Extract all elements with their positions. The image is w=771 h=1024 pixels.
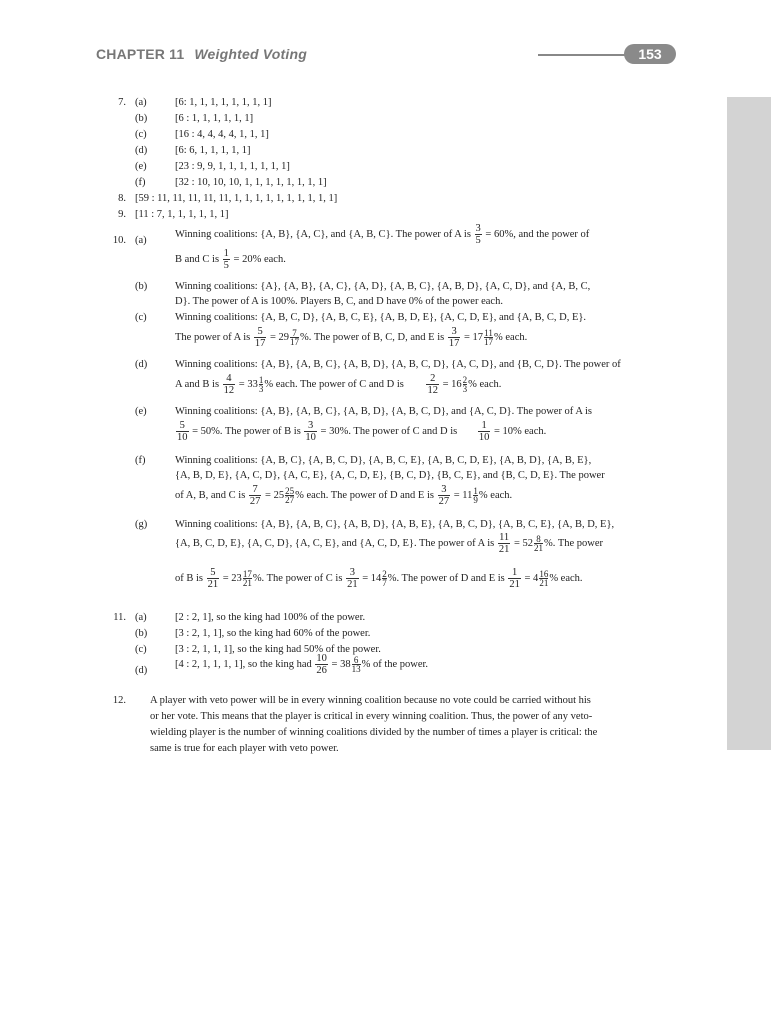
mixed-fraction: $\frac{16}{21}$ <box>539 569 549 589</box>
question-number: 11. <box>113 612 126 623</box>
fraction: $\frac{3}{27}$ <box>438 484 450 508</box>
part-label: (b) <box>135 113 148 124</box>
fraction: $\frac{3}{5}$ <box>475 223 481 247</box>
q10-g-line1: Winning coalitions: {A, B}, {A, B, C}, {A, B, D}, {A, B, E}, {A, B, C, D}, {A, B, C, E}, {A, B, D, E}, <box>175 519 615 530</box>
part-label: (e) <box>135 161 147 172</box>
fraction: $\frac{3}{17}$ <box>448 326 460 350</box>
part-label: (d) <box>135 665 148 676</box>
part-label: (a) <box>135 235 147 246</box>
question-number: 10. <box>112 235 126 246</box>
question-number: 9. <box>118 209 126 220</box>
q12-line: A player with veto power will be in every winning coalition because no vote could be carried without his <box>150 695 591 706</box>
q10-e-line2: $\frac{5}{10}$ = 50%. The power of B is $\frac{3}{10}$ = 30%. The power of C and D is $\frac{1}{10}$ = 10% each. <box>177 420 547 444</box>
part-label: (e) <box>135 406 147 417</box>
mixed-fraction: $\frac{25}{27}$ <box>285 486 295 506</box>
q11-b: [3 : 2, 1, 1], so the king had 60% of the power. <box>175 628 371 639</box>
q10-f-line2: {A, B, D, E}, {A, C, D}, {A, C, E}, {A, C, D, E}, {B, C, D}, {B, C, E}, and {B, C, D, E}. The power <box>175 470 605 481</box>
chapter-title: Weighted Voting <box>194 46 308 62</box>
mixed-fraction: $\frac{1}{3}$ <box>258 375 264 395</box>
q7-a: [6: 1, 1, 1, 1, 1, 1, 1, 1] <box>175 97 272 108</box>
q8: [59 : 11, 11, 11, 11, 11, 1, 1, 1, 1, 1, 1, 1, 1, 1, 1] <box>135 193 338 204</box>
part-label: (f) <box>135 177 146 188</box>
page-number: 153 <box>624 44 676 64</box>
q11-a: [2 : 2, 1], so the king had 100% of the power. <box>175 612 366 623</box>
part-label: (a) <box>135 612 147 623</box>
q11-d: [4 : 2, 1, 1, 1, 1], so the king had $\frac{10}{26}$ = 38 $\frac{6}{13}$ % of the power. <box>175 653 429 677</box>
question-number: 8. <box>118 193 126 204</box>
q10-f-line1: Winning coalitions: {A, B, C}, {A, B, C, D}, {A, B, C, E}, {A, B, C, D, E}, {A, B, D}, {A, B, E}, <box>175 455 592 466</box>
part-label: (d) <box>135 359 148 370</box>
question-number: 7. <box>118 97 126 108</box>
mixed-fraction: $\frac{2}{7}$ <box>382 569 387 589</box>
fraction: $\frac{1}{5}$ <box>223 248 229 272</box>
q10-f-line3: of A, B, and C is $\frac{7}{27}$ = 25 $\frac{25}{27}$ % each. The power of D and E is $\frac{3}{27}$ = 11 $\frac{1}{9}$ % each. <box>175 484 513 508</box>
mixed-fraction: $\frac{6}{13}$ <box>351 655 361 675</box>
q7-f: [32 : 10, 10, 10, 1, 1, 1, 1, 1, 1, 1, 1] <box>175 177 327 188</box>
q7-c: [16 : 4, 4, 4, 4, 1, 1, 1] <box>175 129 269 140</box>
q10-b-line2: D}. The power of A is 100%. Players B, C, and D have 0% of the power each. <box>175 296 503 307</box>
part-label: (a) <box>135 97 147 108</box>
fraction: $\frac{10}{26}$ <box>316 653 327 677</box>
q10-d-line1: Winning coalitions: {A, B}, {A, B, C}, {A, B, D}, {A, B, C, D}, {A, C, D}, and {B, C, D}. The power of <box>175 359 621 370</box>
part-label: (d) <box>135 145 148 156</box>
q12-line: wielding player is the number of winning coalitions divided by the number of times a player is critical: the <box>150 727 598 738</box>
q10-d-line2: A and B is $\frac{4}{12}$ = 33 $\frac{1}{3}$ % each. The power of C and D is $\frac{2}{12}$ = 16 $\frac{2}{3}$ % each. <box>175 373 502 397</box>
q7-d: [6: 6, 1, 1, 1, 1, 1] <box>175 145 251 156</box>
fraction: $\frac{11}{21}$ <box>498 532 510 556</box>
question-number: 12. <box>112 695 126 706</box>
fraction: $\frac{3}{21}$ <box>347 567 358 591</box>
fraction: $\frac{7}{27}$ <box>249 484 261 508</box>
mixed-fraction: $\frac{11}{17}$ <box>484 328 494 348</box>
q10-a-text: Winning coalitions: {A, B}, {A, C}, and {A, B, C}. The power of A is <box>175 229 471 240</box>
part-label: (c) <box>135 644 147 655</box>
q10-a-text-end: = 60%, and the power of <box>485 229 590 240</box>
part-label: (c) <box>135 312 147 323</box>
fraction: $\frac{4}{12}$ <box>223 373 235 397</box>
side-tab <box>727 97 771 750</box>
part-label: (b) <box>135 281 148 292</box>
q12-line: same is true for each player with veto power. <box>150 743 339 754</box>
fraction: $\frac{3}{10}$ <box>305 420 316 444</box>
fraction: $\frac{5}{10}$ <box>177 420 188 444</box>
chapter-number: CHAPTER 11 <box>96 46 185 62</box>
q7-b: [6 : 1, 1, 1, 1, 1, 1] <box>175 113 254 124</box>
fraction: $\frac{5}{21}$ <box>207 567 219 591</box>
fraction: $\frac{1}{10}$ <box>478 420 490 444</box>
part-label: (g) <box>135 519 148 530</box>
fraction: $\frac{2}{12}$ <box>427 373 438 397</box>
part-label: (b) <box>135 628 148 639</box>
fraction: $\frac{1}{21}$ <box>509 567 520 591</box>
fraction: $\frac{5}{17}$ <box>254 326 266 350</box>
mixed-fraction: $\frac{17}{21}$ <box>242 569 252 589</box>
q9: [11 : 7, 1, 1, 1, 1, 1, 1] <box>135 209 229 220</box>
mixed-fraction: $\frac{1}{9}$ <box>473 486 478 506</box>
part-label: (f) <box>135 455 146 466</box>
q10-a-line2: B and C is $\frac{1}{5}$ = 20% each. <box>175 248 286 272</box>
mixed-fraction: $\frac{2}{3}$ <box>462 375 468 395</box>
part-label: (c) <box>135 129 147 140</box>
q7-e: [23 : 9, 9, 1, 1, 1, 1, 1, 1, 1] <box>175 161 290 172</box>
q10-b-line1: Winning coalitions: {A}, {A, B}, {A, C}, {A, D}, {A, B, C}, {A, B, D}, {A, C, D}, and {A, B, C, <box>175 281 591 292</box>
q10-g-line3: of B is $\frac{5}{21}$ = 23 $\frac{17}{21}$ %. The power of C is $\frac{3}{21}$ = 14 $\frac{2}{7}$ %. The power of D and E is $\frac{1}{21}$ = 4 $\frac{16}{21}$ % each. <box>175 567 583 591</box>
q10-g-line2: {A, B, C, D, E}, {A, C, D}, {A, C, E}, and {A, C, D, E}. The power of A is $\frac{11}{21}$ = 52 $\frac{8}{21}$ %. The power <box>175 532 604 556</box>
q10-c-line2: The power of A is $\frac{5}{17}$ = 29 $\frac{7}{17}$ %. The power of B, C, D, and E is $\frac{3}{17}$ = 17 $\frac{11}{17}$ % each. <box>175 326 528 350</box>
q10-a-line1 <box>175 223 589 247</box>
mixed-fraction: $\frac{8}{21}$ <box>534 534 544 554</box>
q10-e-line1: Winning coalitions: {A, B}, {A, B, C}, {A, B, D}, {A, B, C, D}, and {A, C, D}. The power of A is <box>175 406 592 417</box>
mixed-fraction: $\frac{7}{17}$ <box>290 328 300 348</box>
q10-c-line1: Winning coalitions: {A, B, C, D}, {A, B, C, E}, {A, B, D, E}, {A, C, D, E}, and {A, B, C, D, E}. <box>175 312 587 323</box>
q11-c: [3 : 2, 1, 1, 1], so the king had 50% of the power. <box>175 644 381 655</box>
q12-line: or her vote. This means that the player is critical in every winning coalition. Thus, the power of any veto- <box>150 711 593 722</box>
